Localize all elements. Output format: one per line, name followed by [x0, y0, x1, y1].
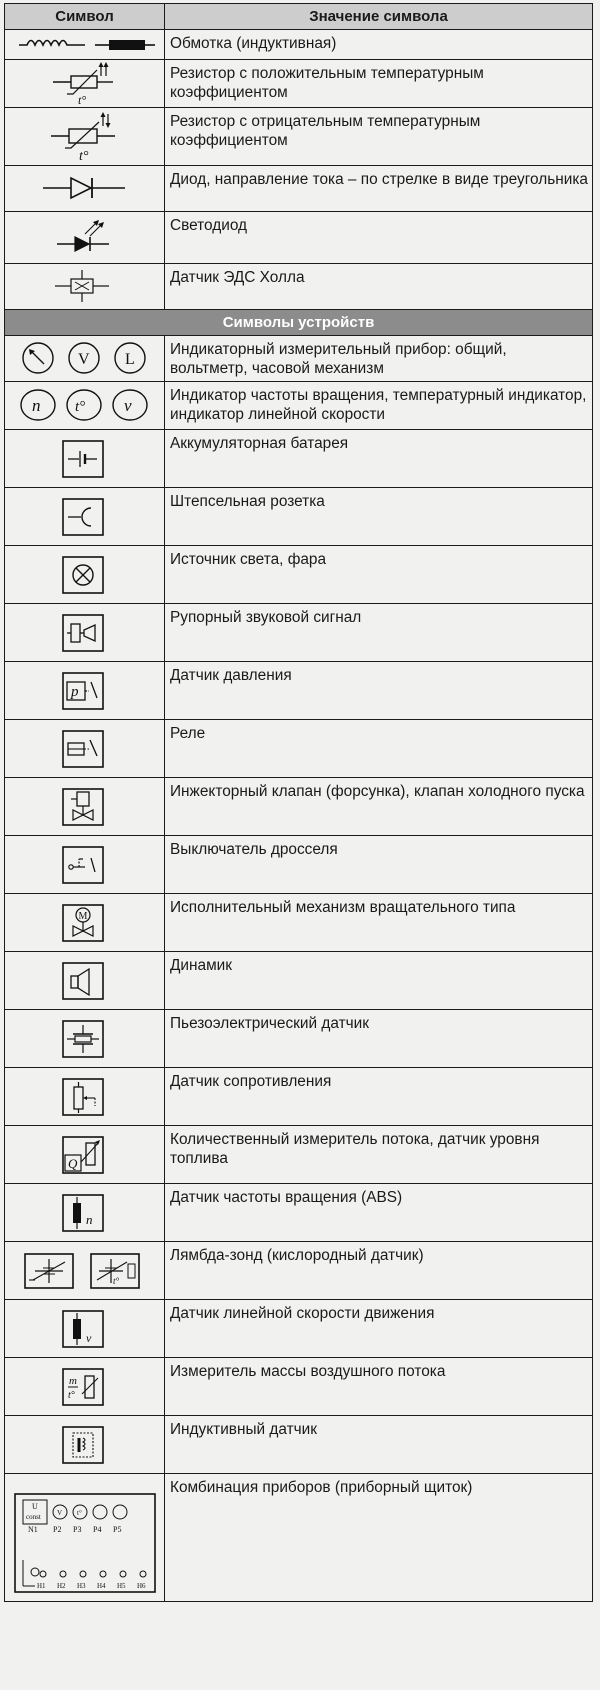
list-item-text: Светодиод — [165, 212, 593, 264]
svg-text:n: n — [86, 1212, 93, 1227]
relay-icon — [5, 720, 165, 778]
list-item-text: Датчик ЭДС Холла — [165, 264, 593, 310]
table-row — [5, 1416, 593, 1474]
table-row — [5, 836, 593, 894]
list-item-text: Реле — [165, 720, 593, 778]
list-item-text: Источник света, фара — [165, 546, 593, 604]
table-row — [5, 1242, 593, 1300]
horn-icon — [5, 604, 165, 662]
table-row — [5, 1126, 593, 1184]
pressure-sensor-icon — [5, 662, 165, 720]
gauge-icons — [5, 336, 165, 382]
svg-text:m: m — [69, 1375, 77, 1387]
cluster-gauge-label: P3 — [73, 1525, 82, 1534]
table-row — [5, 546, 593, 604]
cluster-h-connectors — [37, 1571, 146, 1590]
speaker-icon — [5, 952, 165, 1010]
list-item-text: Датчик сопротивления — [165, 1068, 593, 1126]
rpm-temp-speed-indicators-icon — [5, 382, 165, 430]
list-item-text: Количественный измеритель потока, датчик уровня топлива — [165, 1126, 593, 1184]
led-icon — [5, 212, 165, 264]
cluster-gauge-label: P5 — [113, 1525, 122, 1534]
table-row — [5, 952, 593, 1010]
linear-speed-sensor-icon — [5, 1300, 165, 1358]
svg-text:t°: t° — [68, 1390, 75, 1401]
cluster-gauge-circle — [113, 1505, 127, 1519]
cluster-indicator-label: H4 — [97, 1582, 106, 1590]
header-meaning: Значение символа — [165, 4, 593, 30]
list-item-text: Выключатель дросселя — [165, 836, 593, 894]
svg-text:v: v — [86, 1331, 92, 1345]
table-row — [5, 1300, 593, 1358]
cluster-gauges — [53, 1505, 127, 1534]
piezo-sensor-icon — [5, 1010, 165, 1068]
section-header-row — [5, 310, 593, 336]
svg-text:t°: t° — [113, 1276, 120, 1286]
inductive-sensor-icon — [5, 1416, 165, 1474]
table-row — [5, 720, 593, 778]
table-row — [5, 1010, 593, 1068]
instrument-cluster-icon — [5, 1474, 165, 1602]
battery-icon — [5, 430, 165, 488]
table-row — [5, 336, 593, 382]
list-item-text: Комбинация приборов (приборный щиток) — [165, 1474, 593, 1602]
table-row — [5, 166, 593, 212]
cluster-indicator-label: H5 — [117, 1582, 126, 1590]
cluster-gauge-label: P2 — [53, 1525, 62, 1534]
svg-text:M: M — [78, 911, 88, 922]
table-row — [5, 894, 593, 952]
list-item-text: Штепсельная розетка — [165, 488, 593, 546]
hall-sensor-icon — [5, 264, 165, 310]
air-mass-meter-icon — [5, 1358, 165, 1416]
list-item-text: Индуктивный датчик — [165, 1416, 593, 1474]
cluster-indicator-label: H6 — [137, 1582, 146, 1590]
list-item-text: Лямбда-зонд (кислородный датчик) — [165, 1242, 593, 1300]
list-item-text: Датчик частоты вращения (ABS) — [165, 1184, 593, 1242]
injector-valve-icon — [5, 778, 165, 836]
table-row — [5, 1474, 593, 1602]
svg-text:n: n — [32, 396, 41, 415]
table-row — [5, 212, 593, 264]
svg-text:p: p — [71, 684, 79, 700]
throttle-switch-icon — [5, 836, 165, 894]
svg-text:t°: t° — [75, 399, 86, 415]
table-row — [5, 604, 593, 662]
lambda-probe-icon — [5, 1242, 165, 1300]
cluster-gauge-symbol: V — [57, 1509, 63, 1517]
inductive-winding-icon — [5, 30, 165, 60]
list-item-text: Измеритель массы воздушного потока — [165, 1358, 593, 1416]
abs-speed-sensor-icon — [5, 1184, 165, 1242]
cluster-gauge-label: P4 — [93, 1525, 102, 1534]
cluster-indicator-lamp — [120, 1571, 126, 1577]
resistance-sensor-icon — [5, 1068, 165, 1126]
table-row — [5, 1068, 593, 1126]
table-row — [5, 108, 593, 166]
list-item-text: Резистор с положительным температурным коэффициентом — [165, 60, 593, 108]
list-item-text: Индикаторный измерительный прибор: общий, вольтметр, часовой механизм — [165, 336, 593, 382]
flow-meter-icon — [5, 1126, 165, 1184]
cluster-gauge-symbol: t° — [77, 1509, 82, 1517]
list-item-text: Динамик — [165, 952, 593, 1010]
svg-text:Q: Q — [68, 1156, 78, 1171]
table-row — [5, 662, 593, 720]
list-item-text: Инжекторный клапан (форсунка), клапан холодного пуска — [165, 778, 593, 836]
list-item-text: Резистор с отрицательным температурным коэффициентом — [165, 108, 593, 166]
ptc-resistor-icon — [5, 60, 165, 108]
cluster-indicator-label: H3 — [77, 1582, 86, 1590]
header-symbol: Символ — [5, 4, 165, 30]
svg-text:t°: t° — [78, 93, 87, 106]
svg-text:V: V — [78, 351, 90, 368]
svg-text:t°: t° — [79, 149, 89, 164]
cluster-indicator-lamp — [140, 1571, 146, 1577]
symbol-table — [4, 3, 593, 1602]
cluster-indicator-lamp — [40, 1571, 46, 1577]
list-item-text: Обмотка (индуктивная) — [165, 30, 593, 60]
cluster-indicator-lamp — [80, 1571, 86, 1577]
svg-text:const: const — [26, 1513, 41, 1521]
table-header-row — [5, 4, 593, 30]
svg-text:L: L — [125, 351, 135, 368]
list-item-text: Рупорный звуковой сигнал — [165, 604, 593, 662]
plug-socket-icon — [5, 488, 165, 546]
cluster-indicator-lamp — [100, 1571, 106, 1577]
section-title: Символы устройств — [5, 310, 593, 336]
table-row — [5, 430, 593, 488]
cluster-gauge-circle — [93, 1505, 107, 1519]
list-item-text: Датчик линейной скорости движения — [165, 1300, 593, 1358]
rotary-actuator-icon — [5, 894, 165, 952]
table-row — [5, 1358, 593, 1416]
table-row — [5, 488, 593, 546]
table-row — [5, 264, 593, 310]
list-item-text: Индикатор частоты вращения, температурный индикатор, индикатор линейной скорости — [165, 382, 593, 430]
table-row — [5, 1184, 593, 1242]
diode-icon — [5, 166, 165, 212]
list-item-text: Исполнительный механизм вращательного типа — [165, 894, 593, 952]
table-row — [5, 30, 593, 60]
list-item-text: Аккумуляторная батарея — [165, 430, 593, 488]
cluster-indicator-lamp — [60, 1571, 66, 1577]
table-row — [5, 382, 593, 430]
ntc-resistor-icon — [5, 108, 165, 166]
table-row — [5, 778, 593, 836]
svg-text:U: U — [32, 1502, 38, 1511]
list-item-text: Диод, направление тока – по стрелке в виде треугольника — [165, 166, 593, 212]
svg-text:v: v — [124, 396, 132, 415]
cluster-indicator-label: H2 — [57, 1582, 66, 1590]
cluster-indicator-label: H1 — [37, 1582, 46, 1590]
list-item-text: Пьезоэлектрический датчик — [165, 1010, 593, 1068]
table-row — [5, 60, 593, 108]
list-item-text: Датчик давления — [165, 662, 593, 720]
lamp-icon — [5, 546, 165, 604]
svg-text:N1: N1 — [28, 1525, 38, 1534]
